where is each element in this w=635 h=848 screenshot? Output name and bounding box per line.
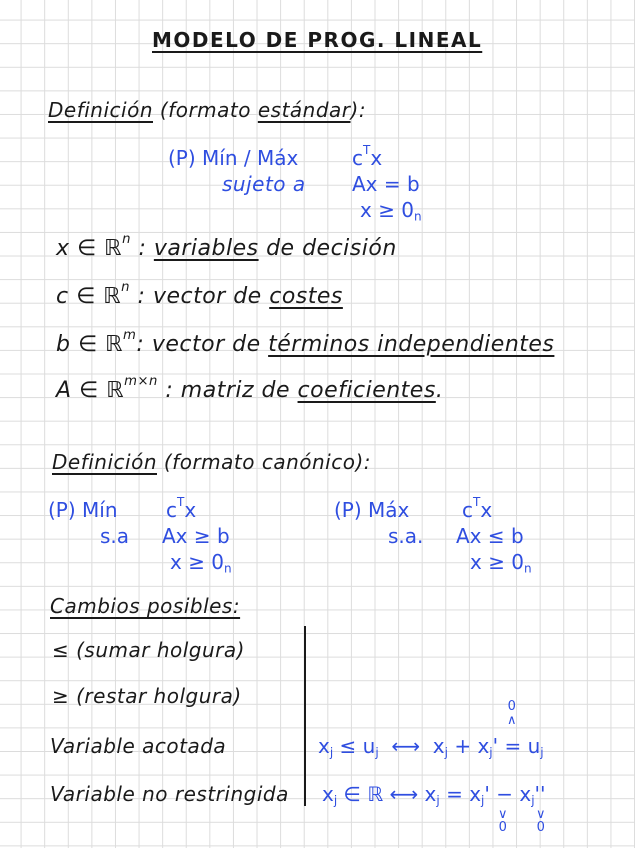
changes-divider <box>304 626 306 806</box>
def-standard-heading <box>48 100 366 120</box>
def-canonical-heading <box>52 452 371 472</box>
var-row-b <box>56 328 555 357</box>
canonical-max-objective: $c^Tx$ <box>462 495 493 522</box>
var-b-symbol: b ∈ ℝ$^m$: <box>56 328 145 357</box>
def-canonical-paren: (formato canónico): <box>163 450 372 474</box>
var-a-symbol: A ∈ ℝ$^{m\times n}$ : <box>56 374 174 403</box>
var-x-desc-rest: de decisión <box>266 236 397 261</box>
var-x-symbol: x ∈ ℝ$^n$ : <box>56 232 147 261</box>
def-standard-paren-word: estándar <box>257 98 351 122</box>
standard-constraint: Ax = b <box>352 172 420 196</box>
canonical-max-st: s.a. <box>388 524 424 548</box>
def-canonical-heading-word: Definición <box>52 450 157 474</box>
bounded-formula: $x_j \le u_j$ ⟷ $x_j + x_j' = u_j$ <box>318 734 544 760</box>
var-c-desc-prefix: vector de <box>152 284 262 309</box>
standard-problem-objective: $c^Tx$ <box>352 143 383 170</box>
var-a-desc-underlined: coeficientes <box>297 378 436 403</box>
changes-heading: Cambios posibles: <box>50 594 241 618</box>
def-standard-paren-open: (formato <box>159 98 251 122</box>
def-standard-heading-word: Definición <box>48 98 153 122</box>
var-row-x <box>56 232 397 261</box>
standard-nonneg: $x \ge 0_n$ <box>360 198 422 224</box>
canonical-min-objective: $c^Tx$ <box>166 495 197 522</box>
page-title: MODELO DE PROG. LINEAL <box>152 28 483 52</box>
canonical-min-label: (P) Mín <box>48 498 118 522</box>
canonical-max-constraint: Ax ≤ b <box>456 524 524 548</box>
free-mark-right: ∨ 0 <box>536 807 546 835</box>
canonical-min-nonneg: $x \ge 0_n$ <box>170 550 232 576</box>
var-b-desc-prefix: vector de <box>151 332 261 357</box>
canonical-max-nonneg: $x \ge 0_n$ <box>470 550 532 576</box>
change-item-subtract-slack: ≥ (restar holgura) <box>52 684 242 708</box>
var-row-a <box>56 374 444 403</box>
standard-problem-label: (P) Mín / Máx <box>168 146 299 170</box>
var-a-desc-prefix: matriz de <box>180 378 291 403</box>
def-standard-paren-close: ): <box>350 98 367 122</box>
var-b-desc-underlined: términos independientes <box>268 332 555 357</box>
free-mark-left: ∨ 0 <box>498 807 508 835</box>
canonical-max-label: (P) Máx <box>334 498 410 522</box>
var-c-desc-underlined: costes <box>269 284 343 309</box>
change-item-add-slack: ≤ (sumar holgura) <box>52 638 245 662</box>
standard-subject-to: sujeto a <box>222 172 306 196</box>
var-c-symbol: c ∈ ℝ$^n$ : <box>56 280 146 309</box>
free-formula: $x_j$ ∈ ℝ ⟷ $x_j = x_j' - x_j''$ <box>322 782 546 808</box>
var-a-desc-end: . <box>435 378 444 403</box>
canonical-min-st: s.a <box>100 524 130 548</box>
change-item-free: Variable no restringida <box>50 782 289 806</box>
canonical-min-constraint: Ax ≥ b <box>162 524 230 548</box>
bounded-mark: 0 ∧ <box>507 699 517 728</box>
var-row-c <box>56 280 343 309</box>
change-item-bounded: Variable acotada <box>50 734 227 758</box>
var-x-desc-underlined: variables <box>153 236 259 261</box>
